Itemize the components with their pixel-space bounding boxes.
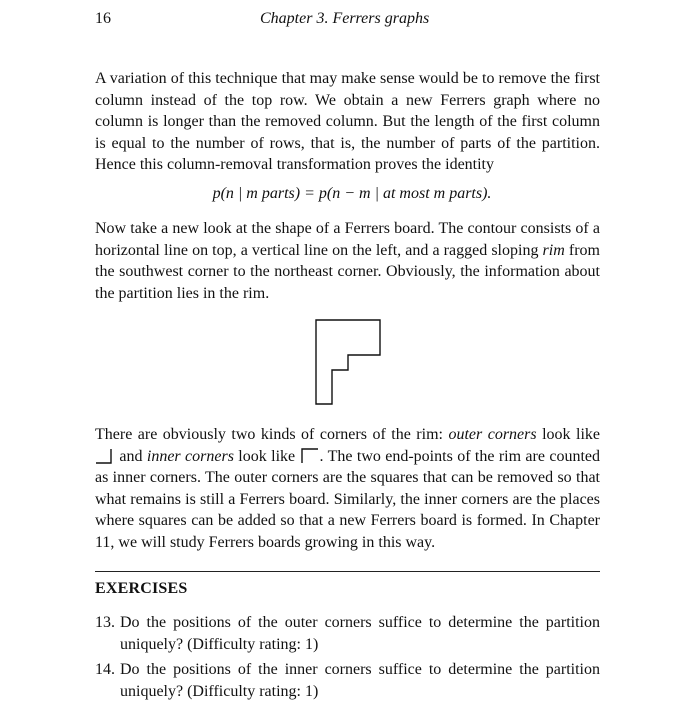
paragraph-ferrers-board-text: Now take a new look at the shape of a Ferrers board. The contour consists of a horizontal line on top, a vertical line on the left, and a ragged sloping (95, 220, 600, 259)
identity-formula: p(n | m parts) = p(n − m | at most m parts). (212, 185, 492, 202)
exercise-item (95, 659, 600, 702)
paragraph-corners-text-1: There are obviously two kinds of corners of the rim: (95, 426, 449, 443)
page-number: 16 (95, 10, 111, 27)
paragraph-corners-text-2: look like (536, 426, 601, 443)
section-divider (95, 571, 600, 572)
outer-corner-icon (95, 448, 115, 464)
running-head: Chapter 3. Ferrers graphs (260, 10, 430, 27)
exercise-number: 14. (95, 661, 115, 678)
paragraph-ferrers-board (95, 218, 600, 304)
exercise-number: 13. (95, 614, 115, 631)
exercise-text: Do the positions of the inner corners suffice to determine the partition uniquely? (Difficulty rating: 1) (120, 661, 600, 700)
paragraph-corners (95, 424, 600, 553)
page-header (95, 8, 600, 32)
term-outer-corners: outer corners (448, 426, 537, 443)
term-inner-corners: inner corners (146, 447, 234, 465)
paragraph-corners-text-3: and (115, 447, 147, 465)
partition-identity (0, 183, 698, 204)
exercise-text: Do the positions of the outer corners suffice to determine the partition uniquely? (Difficulty rating: 1) (120, 614, 600, 653)
paragraph-corners-text-4: look like (233, 447, 300, 465)
ferrers-board-contour-figure (310, 318, 390, 406)
ferrers-board-outline (316, 320, 380, 404)
term-rim: rim (542, 241, 565, 259)
exercise-item (95, 612, 600, 655)
inner-corner-icon (300, 448, 320, 464)
paragraph-corners-text-5: . The two end-points of the rim are counted as inner corners. The outer corners are the squares that can be removed so that what remains is still a Ferrers board. Similarly, the inner corners are the places where squares can be added so that a new Ferrers board is formed. In Chapter 11, we will study Ferrers boards growing in this way. (95, 447, 601, 551)
paragraph-column-removal: A variation of this technique that may make sense would be to remove the first column instead of the top row. We obtain a new Ferrers graph where no column is longer than the removed column. But the length of the first column is equal to the number of rows, that is, the number of parts of the partition. Hence this column-removal transformation proves the identity (95, 70, 600, 173)
paragraph-ferrers-board-text-end: from the southwest corner to the northeast corner. Obviously, the information about the partition lies in the rim. (95, 241, 600, 302)
exercises-heading: EXERCISES (95, 580, 188, 597)
